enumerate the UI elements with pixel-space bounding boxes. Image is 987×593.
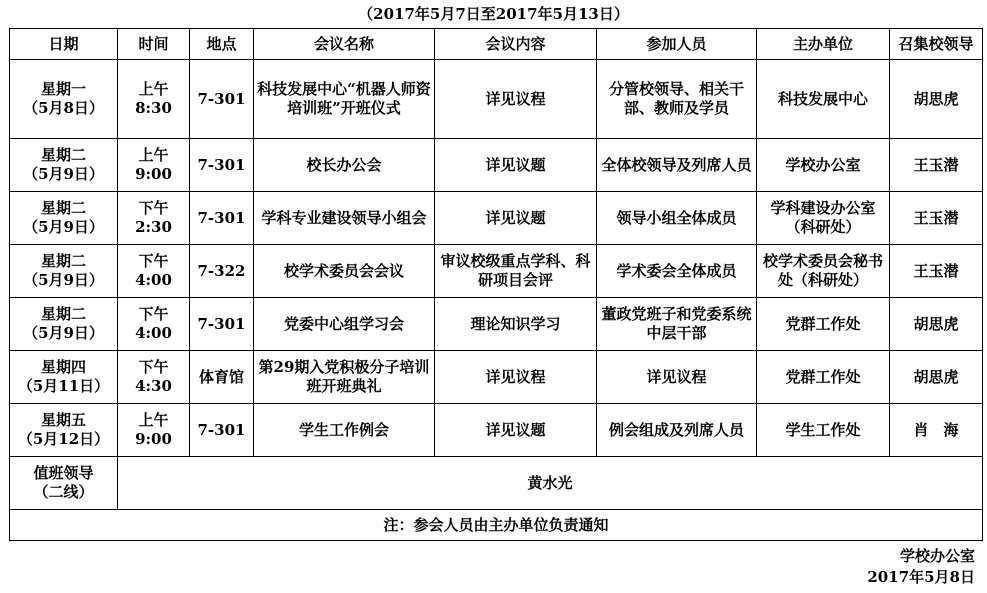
- place-cell: 7-301: [190, 192, 254, 245]
- table-row: [10, 139, 983, 192]
- header-convening-leader: 召集校领导: [890, 29, 983, 60]
- place-cell: 7-301: [190, 139, 254, 192]
- leader-cell: 王玉潜: [890, 192, 983, 245]
- date-cell: [10, 404, 118, 457]
- duty-label-line1: 值班领导: [33, 464, 94, 482]
- place-cell: 7-301: [190, 298, 254, 351]
- attendees-cell: 全体校领导及列席人员: [597, 139, 757, 192]
- meeting-content-cell: 详见议题: [435, 192, 597, 245]
- meeting-name-cell: 校长办公会: [254, 139, 435, 192]
- meeting-content-cell: 详见议程: [435, 351, 597, 404]
- place-cell: 7-301: [190, 60, 254, 139]
- header-date: 日期: [10, 29, 118, 60]
- weekday: 星期五: [40, 411, 86, 429]
- place-cell: 体育馆: [190, 351, 254, 404]
- host-unit-cell: 科技发展中心: [757, 60, 890, 139]
- attendees-cell: 领导小组全体成员: [597, 192, 757, 245]
- meeting-name-cell: 第29期入党积极分子培训班开班典礼: [254, 351, 435, 404]
- meeting-name-cell: 学生工作例会: [254, 404, 435, 457]
- schedule-title: （2017年5月7日至2017年5月13日）: [358, 5, 629, 23]
- leader-cell: 王玉潜: [890, 245, 983, 298]
- leader-cell: 王玉潜: [890, 139, 983, 192]
- table-row: [10, 298, 983, 351]
- host-unit-cell: 校学术委员会秘书处（科研处）: [757, 245, 890, 298]
- time-period: 下午: [138, 305, 169, 323]
- date-paren: （5月9日）: [23, 271, 104, 289]
- host-unit-cell: 党群工作处: [757, 298, 890, 351]
- leader-cell: 胡思虎: [890, 60, 983, 139]
- table-row: [10, 60, 983, 139]
- header-attendees: 参加人员: [597, 29, 757, 60]
- meeting-content-cell: 详见议程: [435, 60, 597, 139]
- date-paren: （5月9日）: [23, 324, 104, 342]
- duty-label-cell: [10, 457, 118, 510]
- attendees-cell: 例会组成及列席人员: [597, 404, 757, 457]
- meeting-content-cell: 详见议题: [435, 139, 597, 192]
- time-period: 上午: [138, 411, 169, 429]
- time-cell: [118, 192, 190, 245]
- meeting-name-cell: 校学术委员会会议: [254, 245, 435, 298]
- attendees-cell: 详见议程: [597, 351, 757, 404]
- date-paren: （5月11日）: [17, 377, 110, 395]
- place-cell: 7-322: [190, 245, 254, 298]
- note-text: 注：参会人员由主办单位负责通知: [10, 510, 983, 541]
- header-meeting-name: 会议名称: [254, 29, 435, 60]
- attendees-cell: 学术委会全体成员: [597, 245, 757, 298]
- duty-leader-row: [10, 457, 983, 510]
- duty-label-line2: （二线）: [33, 483, 94, 501]
- time-clock: 9:00: [135, 165, 172, 183]
- meeting-name-cell: 学科专业建设领导小组会: [254, 192, 435, 245]
- time-clock: 4:00: [135, 324, 172, 342]
- issuing-office: 学校办公室: [899, 547, 975, 565]
- time-clock: 4:30: [135, 377, 172, 395]
- weekday: 星期四: [40, 358, 86, 376]
- time-cell: [118, 60, 190, 139]
- time-period: 上午: [138, 146, 169, 164]
- header-time: 时间: [118, 29, 190, 60]
- weekday: 星期二: [40, 146, 86, 164]
- header-row: [10, 29, 983, 60]
- date-cell: [10, 139, 118, 192]
- table-row: [10, 192, 983, 245]
- leader-cell: 胡思虎: [890, 298, 983, 351]
- leader-cell: 胡思虎: [890, 351, 983, 404]
- host-unit-cell: 学生工作处: [757, 404, 890, 457]
- date-paren: （5月12日）: [17, 430, 110, 448]
- time-clock: 2:30: [135, 218, 172, 236]
- weekday: 星期一: [40, 80, 86, 98]
- weekday: 星期二: [40, 199, 86, 217]
- host-unit-cell: 学科建设办公室（科研处）: [757, 192, 890, 245]
- meeting-schedule-table: [9, 28, 983, 541]
- meeting-content-cell: 理论知识学习: [435, 298, 597, 351]
- host-unit-cell: 学校办公室: [757, 139, 890, 192]
- time-period: 上午: [138, 80, 169, 98]
- date-cell: [10, 351, 118, 404]
- attendees-cell: 分管校领导、相关干部、教师及学员: [597, 60, 757, 139]
- weekday: 星期二: [40, 305, 86, 323]
- time-clock: 9:00: [135, 430, 172, 448]
- note-row: [10, 510, 983, 541]
- date-cell: [10, 192, 118, 245]
- duty-leader-name: 黄水光: [118, 457, 983, 510]
- time-cell: [118, 139, 190, 192]
- date-paren: （5月8日）: [23, 99, 104, 117]
- meeting-name-cell: 党委中心组学习会: [254, 298, 435, 351]
- time-cell: [118, 351, 190, 404]
- attendees-cell: 董政党班子和党委系统中层干部: [597, 298, 757, 351]
- date-cell: [10, 245, 118, 298]
- footer-signature: [867, 546, 975, 588]
- time-cell: [118, 404, 190, 457]
- header-meeting-content: 会议内容: [435, 29, 597, 60]
- host-unit-cell: 党群工作处: [757, 351, 890, 404]
- time-period: 下午: [138, 199, 169, 217]
- time-clock: 8:30: [135, 99, 172, 117]
- date-cell: [10, 298, 118, 351]
- time-cell: [118, 245, 190, 298]
- date-cell: [10, 60, 118, 139]
- header-place: 地点: [190, 29, 254, 60]
- table-row: [10, 245, 983, 298]
- leader-cell: 肖 海: [890, 404, 983, 457]
- date-paren: （5月9日）: [23, 165, 104, 183]
- table-row: [10, 351, 983, 404]
- time-clock: 4:00: [135, 271, 172, 289]
- table-row: [10, 404, 983, 457]
- time-cell: [118, 298, 190, 351]
- place-cell: 7-301: [190, 404, 254, 457]
- meeting-content-cell: 详见议题: [435, 404, 597, 457]
- date-paren: （5月9日）: [23, 218, 104, 236]
- issue-date: 2017年5月8日: [867, 568, 975, 586]
- time-period: 下午: [138, 252, 169, 270]
- meeting-name-cell: 科技发展中心“机器人师资培训班”开班仪式: [254, 60, 435, 139]
- header-host-unit: 主办单位: [757, 29, 890, 60]
- weekday: 星期二: [40, 252, 86, 270]
- time-period: 下午: [138, 358, 169, 376]
- meeting-content-cell: 审议校级重点学科、科研项目会评: [435, 245, 597, 298]
